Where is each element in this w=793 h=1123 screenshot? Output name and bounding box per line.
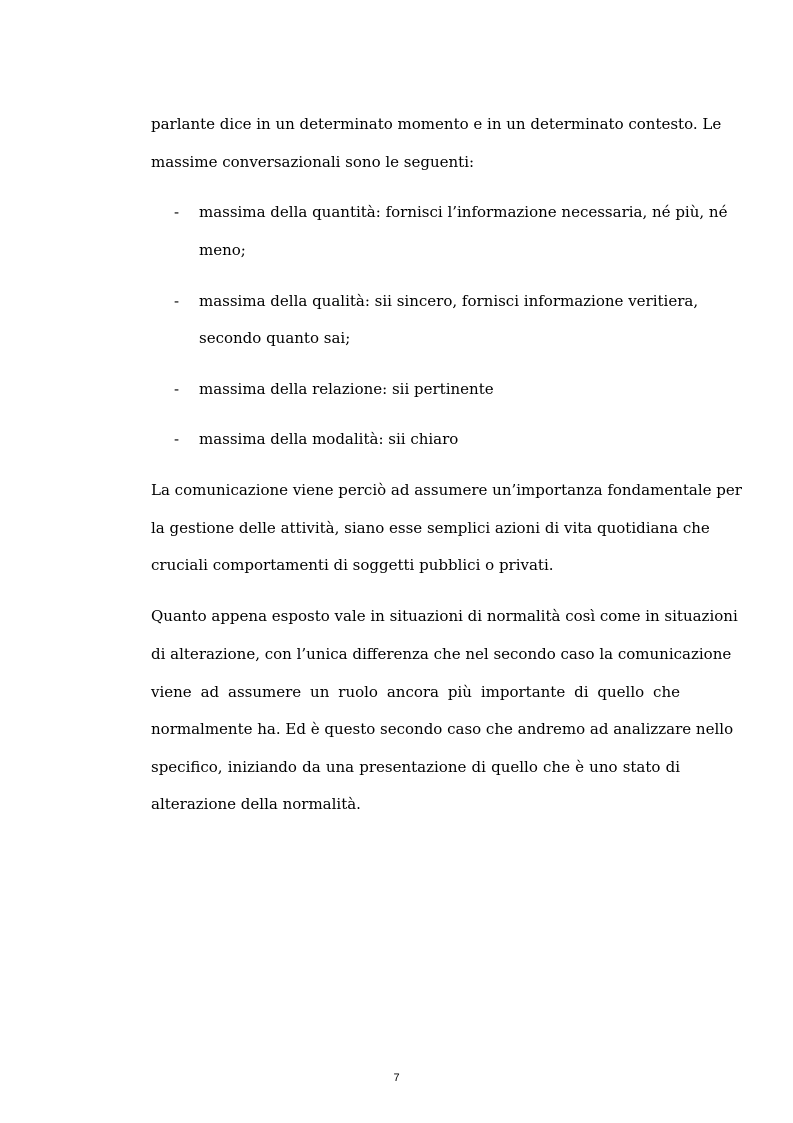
text-line: normalmente ha. Ed è questo secondo caso che andremo ad analizzare nello bbox=[151, 720, 734, 738]
list-item-text: secondo quanto sai; bbox=[199, 329, 351, 347]
list-item-text: massima della modalità: sii chiaro bbox=[199, 430, 459, 448]
text-line: viene ad assumere un ruolo ancora più importante di quello che bbox=[151, 683, 680, 701]
text-line: la gestione delle attività, siano esse semplici azioni di vita quotidiana che bbox=[151, 519, 710, 537]
list-item-text: meno; bbox=[199, 241, 246, 259]
list-dash: - bbox=[174, 430, 180, 448]
list-item-text: massima della qualità: sii sincero, fornisci informazione veritiera, bbox=[199, 292, 699, 310]
list-dash: - bbox=[174, 203, 180, 221]
text-line: La comunicazione viene perciò ad assumere un’importanza fondamentale per bbox=[151, 481, 742, 499]
text-line: massime conversazionali sono le seguenti: bbox=[151, 153, 475, 171]
list-item-text: massima della quantità: fornisci l’informazione necessaria, né più, né bbox=[199, 203, 728, 221]
list-item-text: massima della relazione: sii pertinente bbox=[199, 380, 494, 398]
page-number: 7 bbox=[393, 1072, 400, 1084]
text-line: parlante dice in un determinato momento e in un determinato contesto. Le bbox=[151, 115, 722, 133]
text-line: Quanto appena esposto vale in situazioni di normalità così come in situazioni bbox=[151, 607, 738, 625]
text-line: alterazione della normalità. bbox=[151, 795, 361, 813]
list-dash: - bbox=[174, 292, 180, 310]
text-line: di alterazione, con l’unica differenza che nel secondo caso la comunicazione bbox=[151, 645, 732, 663]
text-line: cruciali comportamenti di soggetti pubblici o privati. bbox=[151, 556, 554, 574]
text-line: specifico, iniziando da una presentazione di quello che è uno stato di bbox=[151, 758, 680, 776]
list-dash: - bbox=[174, 380, 180, 398]
